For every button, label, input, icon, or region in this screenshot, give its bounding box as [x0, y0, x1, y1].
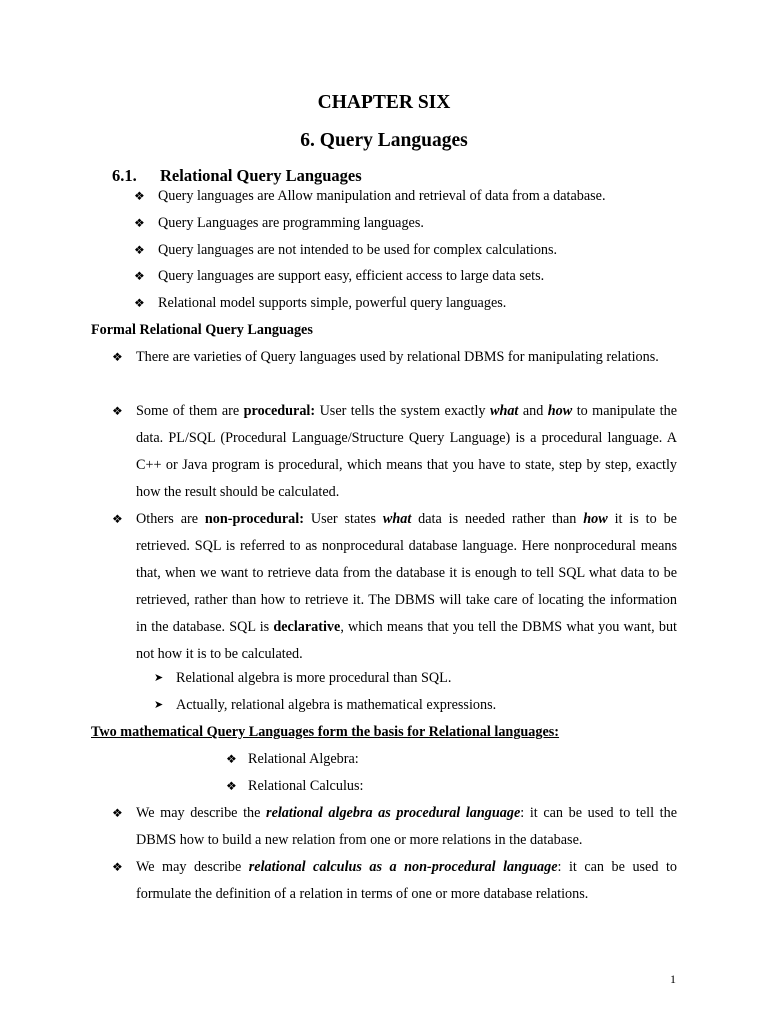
text-run: data is needed rather than: [411, 511, 584, 527]
diamond-bullet-icon: ❖: [112, 350, 123, 364]
paragraph-relational-calculus: [112, 854, 677, 908]
list-item: [226, 749, 359, 769]
arrow-list-item: [154, 695, 497, 715]
subsection-title: Relational Query Languages: [160, 166, 362, 185]
arrow-list-item: [154, 668, 452, 688]
formal-heading: Formal Relational Query Languages: [91, 322, 313, 338]
diamond-bullet-icon: ❖: [112, 806, 123, 820]
subsection-number: 6.1.: [112, 166, 137, 185]
section-title: 6. Query Languages: [300, 130, 468, 151]
paragraph-non-procedural: [112, 506, 677, 668]
page-number: 1: [670, 972, 676, 986]
arrow-bullet-icon: ➤: [154, 672, 164, 684]
bold-italic-term: what: [382, 511, 412, 527]
text-run: to manipulate the data. PL/SQL (Procedural Language/Structure Query Language) is a procedural language. A C++ or Java program is procedural, which means that you have to state, step by step, exactly how the result should be calculated.: [136, 403, 677, 500]
diamond-bullet-icon: ❖: [134, 242, 145, 257]
diamond-bullet-icon: ❖: [134, 269, 145, 284]
diamond-bullet-icon: ❖: [112, 512, 123, 526]
diamond-bullet-icon: ❖: [112, 404, 123, 418]
bold-italic-term: what: [489, 403, 519, 419]
text-run: it is to be retrieved. SQL is referred to as nonprocedural database language. Here nonprocedural means that, when we want to retrieve data from the database it is enough to tell SQL what data to be retrieved, rather than how to retrieve it. The DBMS will take care of locating the information in the database. SQL is: [136, 511, 677, 635]
bold-italic-term: relational algebra as procedural language: [266, 805, 521, 821]
paragraph-procedural: [112, 398, 677, 506]
text-run: Some of them are: [136, 403, 244, 419]
text-run: : it can be used to tell the DBMS how to build a new relation from one or more relations in the database.: [136, 805, 677, 848]
list-item-text: Query languages are not intended to be used for complex calculations.: [158, 241, 558, 258]
diamond-bullet-icon: ❖: [134, 189, 145, 203]
paragraph-varieties: [112, 344, 677, 371]
text-run: User tells the system exactly: [315, 403, 490, 419]
list-item-text: Query languages are Allow manipulation and retrieval of data from a database.: [158, 188, 606, 204]
bold-italic-term: relational calculus as a non-procedural language: [248, 859, 558, 875]
list-item: [134, 186, 694, 213]
paragraph-text: There are varieties of Query languages used by relational DBMS for manipulating relations.: [136, 349, 659, 365]
subsection-heading: [112, 166, 362, 186]
text-run: User states: [303, 511, 383, 527]
bold-italic-term: how: [547, 403, 573, 419]
text-run: Others are: [136, 511, 205, 527]
arrow-bullet-icon: ➤: [154, 699, 164, 711]
list-item-text: Query languages are support easy, efficient access to large data sets.: [158, 268, 545, 285]
list-item-text: Query Languages are programming languages.: [158, 214, 424, 231]
diamond-bullet-icon: ❖: [226, 779, 237, 793]
text-run: We may describe the: [136, 805, 267, 821]
list-item: [134, 266, 694, 293]
bold-term: non-procedural:: [204, 511, 304, 527]
two-languages-heading: Two mathematical Query Languages form the basis for Relational languages:: [91, 724, 560, 740]
text-run: and: [518, 403, 548, 419]
bold-term: declarative: [273, 619, 341, 635]
diamond-bullet-icon: ❖: [226, 752, 237, 766]
list-item-text: Relational Calculus:: [248, 778, 364, 794]
diamond-bullet-icon: ❖: [134, 296, 145, 311]
list-item: [134, 213, 694, 240]
intro-bullet-list: [134, 186, 694, 320]
list-item-text: Actually, relational algebra is mathematical expressions.: [176, 697, 497, 713]
list-item: [134, 240, 694, 267]
diamond-bullet-icon: ❖: [134, 215, 145, 230]
bold-italic-term: how: [583, 511, 608, 527]
list-item-text: Relational algebra is more procedural than SQL.: [176, 670, 452, 686]
list-item: [134, 293, 694, 320]
text-run: , which means that you tell the DBMS what you want, but not how it is to be calculated.: [136, 619, 677, 662]
paragraph-relational-algebra: [112, 800, 677, 854]
list-item: [226, 776, 364, 796]
diamond-bullet-icon: ❖: [112, 860, 123, 874]
bold-term: procedural:: [243, 403, 316, 419]
list-item-text: Relational model supports simple, powerful query languages.: [158, 295, 507, 312]
list-item-text: Relational Algebra:: [248, 751, 359, 767]
text-run: We may describe: [136, 859, 249, 875]
chapter-title: CHAPTER SIX: [317, 92, 451, 113]
text-run: : it can be used to formulate the definition of a relation in terms of one or more database relations.: [136, 859, 677, 902]
